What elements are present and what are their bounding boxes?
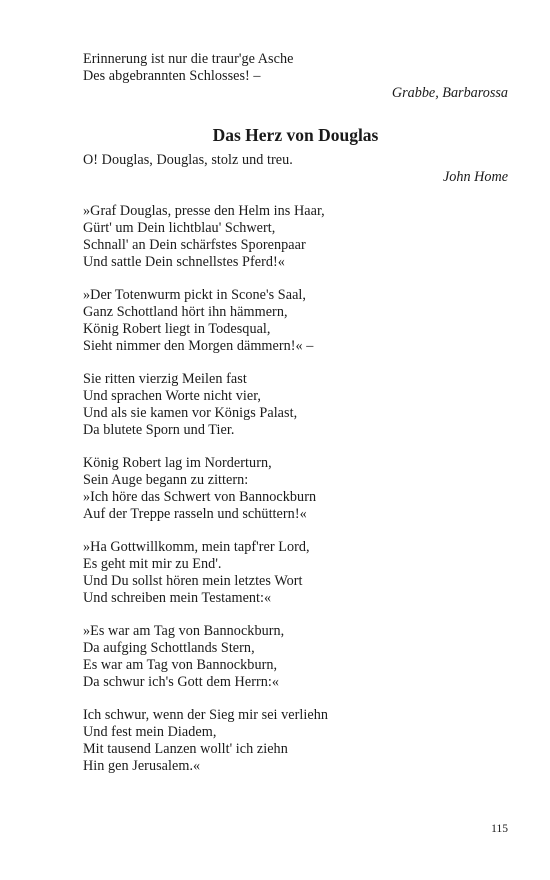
- verse-line: Sein Auge begann zu zittern:: [83, 472, 249, 488]
- verse-line: »Der Totenwurm pickt in Scone's Saal,: [83, 287, 307, 303]
- epigraph-line: Erinnerung ist nur die traur'ge Asche: [83, 51, 294, 67]
- verse-line: König Robert liegt in Todesqual,: [83, 321, 271, 337]
- stanza-2: [83, 287, 508, 355]
- verse-line: Sieht nimmer den Morgen dämmern!« –: [83, 338, 314, 354]
- epigraph-line: O! Douglas, Douglas, stolz und treu.: [83, 152, 293, 168]
- epigraph-grabbe: [83, 51, 508, 102]
- stanza-6: [83, 623, 508, 691]
- verse-line: Und schreiben mein Testament:«: [83, 590, 272, 606]
- epigraph-attribution: John Home: [442, 169, 508, 185]
- stanza-5: [83, 539, 508, 607]
- verse-line: Hin gen Jerusalem.«: [83, 758, 201, 774]
- verse-line: Mit tausend Lanzen wollt' ich ziehn: [83, 741, 288, 757]
- verse-line: Ganz Schottland hört ihn hämmern,: [83, 304, 288, 320]
- verse-line: Und fest mein Diadem,: [83, 724, 217, 740]
- verse-line: Es war am Tag von Bannockburn,: [83, 657, 278, 673]
- epigraph-attribution: Grabbe, Barbarossa: [391, 85, 508, 101]
- stanza-7: [83, 707, 508, 775]
- verse-line: »Ich höre das Schwert von Bannockburn: [83, 489, 317, 505]
- verse-line: Und sattle Dein schnellstes Pferd!«: [83, 254, 285, 270]
- stanza-1: [83, 203, 508, 271]
- stanza-3: [83, 371, 508, 439]
- verse-line: König Robert lag im Norderturn,: [83, 455, 272, 471]
- verse-line: Und als sie kamen vor Königs Palast,: [83, 405, 298, 421]
- verse-line: »Graf Douglas, presse den Helm ins Haar,: [83, 203, 325, 219]
- poem-title: Das Herz von Douglas: [212, 125, 379, 145]
- epigraph-line: Des abgebrannten Schlosses! –: [83, 68, 261, 84]
- page-number: 115: [491, 823, 508, 835]
- verse-line: »Ha Gottwillkomm, mein tapf'rer Lord,: [83, 539, 310, 555]
- verse-line: Da schwur ich's Gott dem Herrn:«: [83, 674, 280, 690]
- verse-line: Schnall' an Dein schärfstes Sporenpaar: [83, 237, 306, 253]
- verse-line: Und Du sollst hören mein letztes Wort: [83, 573, 303, 589]
- verse-line: Auf der Treppe rasseln und schüttern!«: [83, 506, 307, 522]
- verse-line: Ich schwur, wenn der Sieg mir sei verliehn: [83, 707, 329, 723]
- epigraph-home: [83, 152, 508, 186]
- verse-line: Es geht mit mir zu End'.: [83, 556, 222, 572]
- verse-line: Da aufging Schottlands Stern,: [83, 640, 255, 656]
- verse-line: Da blutete Sporn und Tier.: [83, 422, 235, 438]
- verse-line: »Es war am Tag von Bannockburn,: [83, 623, 285, 639]
- stanza-4: [83, 455, 508, 523]
- verse-line: Und sprachen Worte nicht vier,: [83, 388, 261, 404]
- verse-line: Gürt' um Dein lichtblau' Schwert,: [83, 220, 276, 236]
- verse-line: Sie ritten vierzig Meilen fast: [83, 371, 247, 387]
